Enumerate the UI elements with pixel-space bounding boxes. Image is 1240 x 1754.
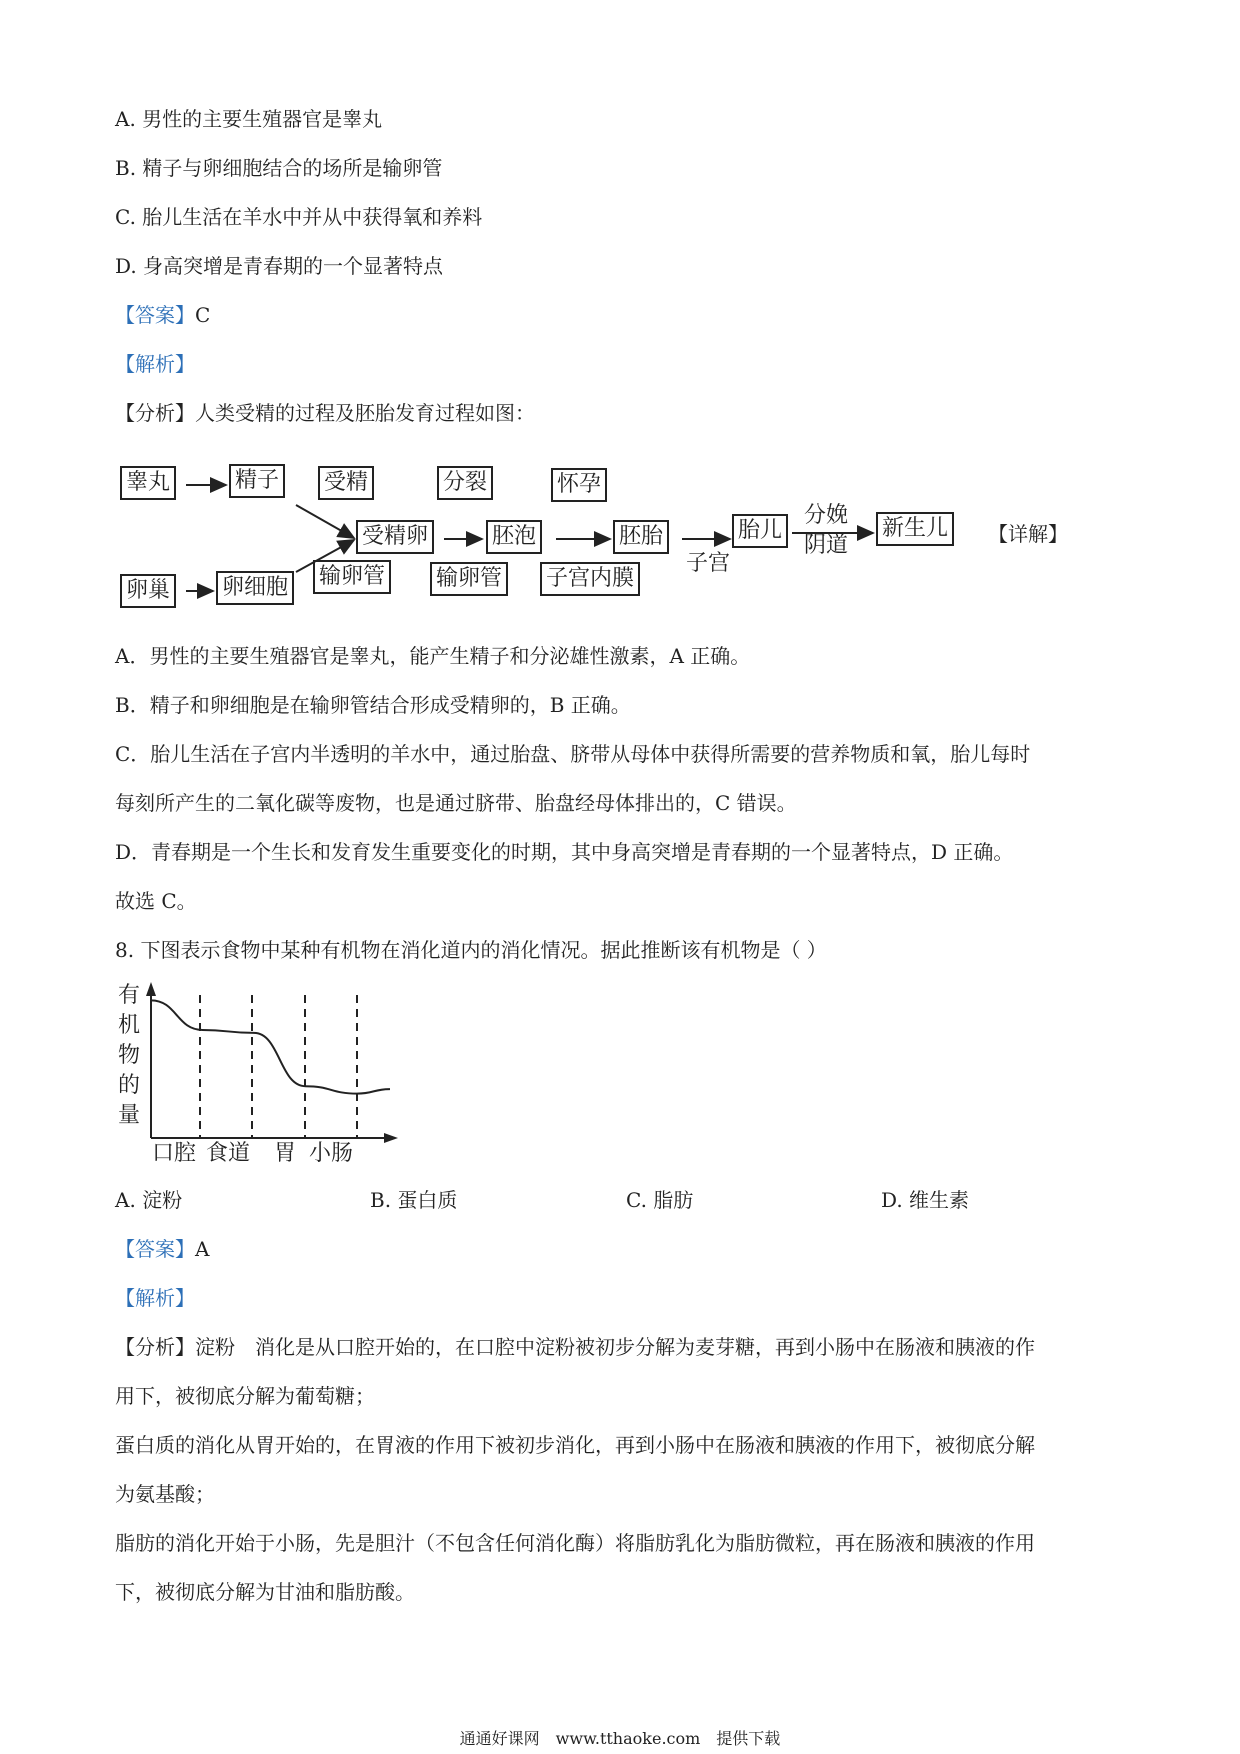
fenxi-text: 下，被彻底分解为甘油和脂肪酸。	[115, 1580, 415, 1604]
fenxi-text: 淀粉 消化是从口腔开始的，在口腔中淀粉被初步分解为麦芽糖，再到小肠中在肠液和胰液的作	[195, 1335, 1035, 1359]
box-zigongneimo: 子宫内膜	[540, 562, 640, 596]
ylabel-char: 物	[118, 1043, 141, 1068]
fenxi-text: 人类受精的过程及胚胎发育过程如图：	[195, 401, 535, 425]
box-taier: 胎儿	[732, 514, 788, 548]
q7-option-c: C. 胎儿生活在羊水中并从中获得氧和养料	[115, 205, 483, 229]
q8-analysis-tag: 【解析】	[115, 1286, 195, 1310]
xlabel-esophagus: 食道	[206, 1141, 251, 1166]
q7-detail-d: D．青春期是一个生长和发育发生重要变化的时期，其中身高突增是青春期的一个显著特点，D 正确。	[115, 840, 1014, 864]
q8-fenxi-line	[115, 1432, 1035, 1458]
ylabel-char: 量	[118, 1103, 141, 1128]
xlabel-mouth: 口腔	[152, 1141, 197, 1166]
ylabel-char: 的	[118, 1073, 141, 1098]
fenxi-text: 脂肪的消化开始于小肠，先是胆汁（不包含任何消化酶）将脂肪乳化为脂肪微粒，再在肠液和胰液的作用	[115, 1531, 1035, 1555]
box-shuluanguan-2: 输卵管	[430, 562, 508, 596]
q8-option-c: C. 脂肪	[626, 1188, 694, 1212]
fenxi-tag: 【分析】	[115, 401, 195, 425]
q8-option-a: A. 淀粉	[115, 1188, 183, 1212]
label-zigong: 子宫	[686, 551, 731, 576]
answer-value: C	[195, 303, 211, 327]
series-line	[151, 1000, 390, 1093]
xlabel-stomach: 胃	[274, 1141, 297, 1166]
q7-detail-b: B．精子和卵细胞是在输卵管结合形成受精卵的，B 正确。	[115, 693, 631, 717]
q8-fenxi-line	[115, 1334, 1035, 1360]
page-footer: 通通好课网 www.tthaoke.com 提供下载	[459, 1729, 781, 1748]
box-shoujingluan: 受精卵	[356, 520, 434, 554]
label-xiangjie: 【详解】	[988, 522, 1068, 546]
box-peitai: 胚胎	[613, 520, 669, 554]
q7-analysis-tag: 【解析】	[115, 352, 195, 376]
label-fenmian: 分娩	[804, 503, 849, 528]
answer-value: A	[195, 1237, 210, 1261]
fenxi-tag: 【分析】	[115, 1335, 195, 1359]
q8-fenxi-line	[115, 1530, 1035, 1556]
label-yindao: 阴道	[804, 533, 849, 558]
box-huaiyun: 怀孕	[551, 468, 607, 502]
q7-option-b: B. 精子与卵细胞结合的场所是输卵管	[115, 156, 443, 180]
q8-option-b: B. 蛋白质	[370, 1188, 458, 1212]
q8-fenxi-line	[115, 1383, 375, 1409]
q7-option-d: D. 身高突增是青春期的一个显著特点	[115, 254, 444, 278]
xlabel-small-intestine: 小肠	[309, 1141, 354, 1166]
box-luanchao: 卵巢	[120, 574, 176, 608]
q8-option-d: D. 维生素	[881, 1188, 970, 1212]
q7-detail-conclusion: 故选 C。	[115, 889, 197, 913]
fenxi-text: 用下，被彻底分解为葡萄糖；	[115, 1384, 375, 1408]
box-shuluanguan-1: 输卵管	[313, 560, 391, 594]
q8-answer	[115, 1236, 209, 1262]
y-axis-arrow	[146, 982, 156, 996]
q7-option-a: A. 男性的主要生殖器官是睾丸	[115, 107, 383, 131]
box-fenlie: 分裂	[437, 466, 493, 500]
q8-stem: 8. 下图表示食物中某种有机物在消化道内的消化情况。据此推断该有机物是（ ）	[115, 938, 827, 962]
box-luanxibao: 卵细胞	[216, 571, 294, 605]
q8-fenxi-line	[115, 1481, 215, 1507]
fenxi-text: 蛋白质的消化从胃开始的，在胃液的作用下被初步消化，再到小肠中在肠液和胰液的作用下，被彻底分解	[115, 1433, 1035, 1457]
q8-fenxi-line	[115, 1579, 415, 1605]
ylabel-char: 机	[118, 1013, 141, 1038]
box-xinshenger: 新生儿	[876, 512, 954, 546]
q7-detail-a: A．男性的主要生殖器官是睾丸，能产生精子和分泌雄性激素，A 正确。	[115, 644, 751, 668]
answer-tag: 【答案】	[115, 303, 195, 327]
box-peipao: 胚泡	[486, 520, 542, 554]
fenxi-text: 为氨基酸；	[115, 1482, 215, 1506]
q7-detail-c-cont: 每刻所产生的二氧化碳等废物，也是通过脐带、胎盘经母体排出的，C 错误。	[115, 791, 797, 815]
box-gaowan: 睾丸	[120, 466, 176, 500]
box-shoujing: 受精	[318, 466, 374, 500]
x-axis-arrow	[384, 1133, 398, 1143]
ylabel-char: 有	[118, 983, 141, 1008]
box-jingzi: 精子	[229, 464, 285, 498]
answer-tag: 【答案】	[115, 1237, 195, 1261]
q7-detail-c: C．胎儿生活在子宫内半透明的羊水中，通过胎盘、脐带从母体中获得所需要的营养物质和氧，胎儿每时	[115, 742, 1031, 766]
